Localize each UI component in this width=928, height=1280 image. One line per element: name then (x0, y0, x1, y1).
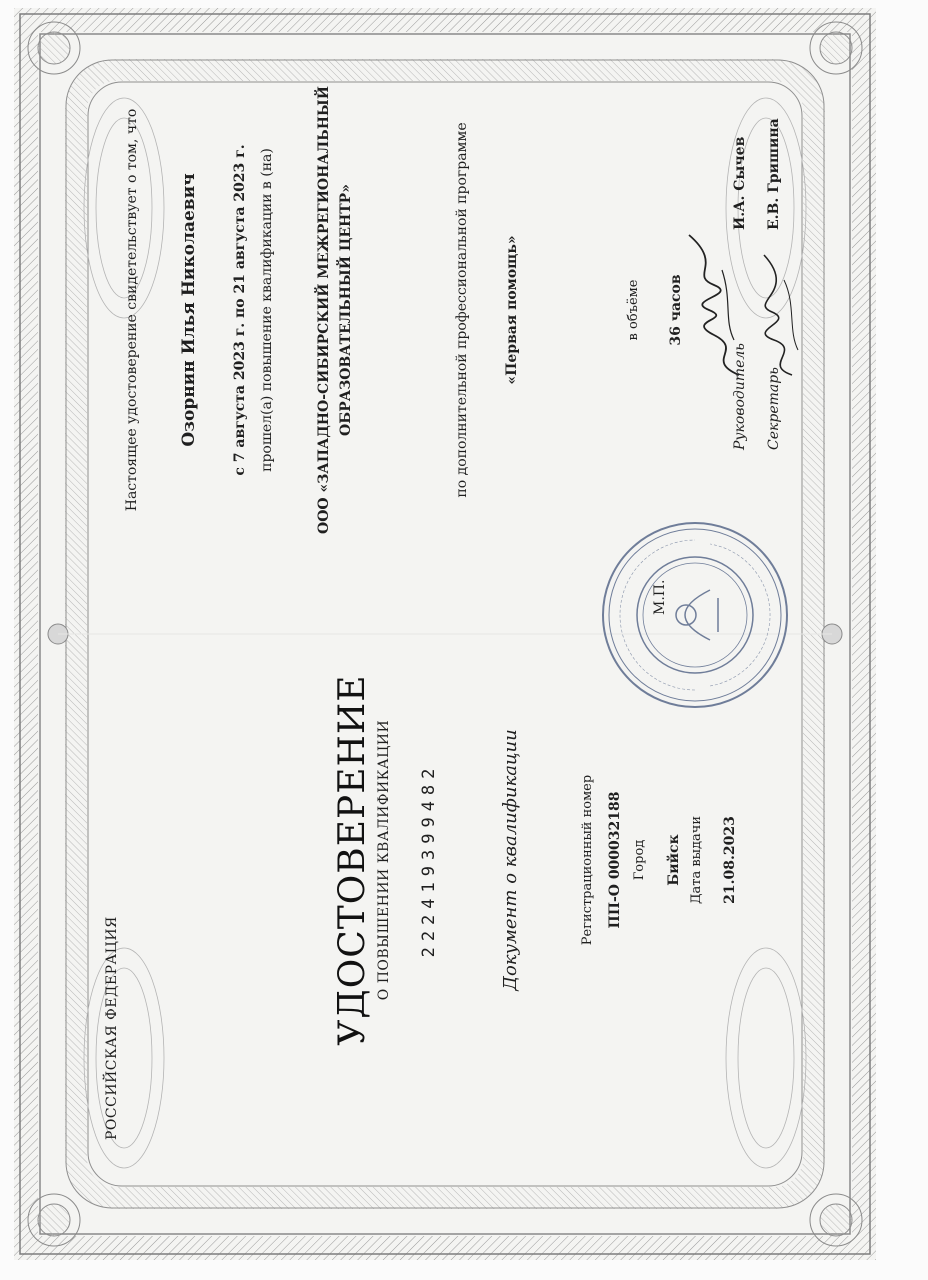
intro-text: Настоящее удостоверение свидетельствует о том, что (124, 108, 140, 512)
passed-text: прошел(а) повышение квалификации в (на) (259, 148, 275, 472)
organization-seal (600, 520, 790, 710)
certificate (14, 8, 876, 1260)
holder-name: Озорнин Илья Николаевич (179, 173, 199, 447)
stamp-label: М.П. (652, 579, 668, 615)
head-name: И.А. Сычев (732, 136, 748, 230)
secretary-name: Е.В. Гришина (766, 118, 782, 230)
organization-line-2: ОБРАЗОВАТЕЛЬНЫЙ ЦЕНТР» (338, 184, 354, 436)
certificate-title: УДОСТОВЕРЕНИЕ (332, 674, 373, 1046)
program-intro: по дополнительной профессиональной программе (454, 122, 470, 498)
city-label: Город (632, 839, 647, 881)
head-signature (684, 230, 754, 380)
registration-label: Регистрационный номер (580, 774, 595, 946)
country-label: РОССИЙСКАЯ ФЕДЕРАЦИЯ (104, 916, 120, 1140)
secretary-label: Секретарь (766, 367, 782, 450)
certificate-content (14, 8, 876, 1260)
head-label: Руководитель (732, 343, 748, 450)
issue-date-label: Дата выдачи (689, 815, 704, 905)
volume-label: в объёме (626, 279, 641, 341)
issue-date: 21.08.2023 (722, 816, 738, 904)
certificate-subtitle: О ПОВЫШЕНИИ КВАЛИФИКАЦИИ (376, 719, 392, 1001)
organization-line-1: ООО «ЗАПАДНО-СИБИРСКИЙ МЕЖРЕГИОНАЛЬНЫЙ (316, 86, 332, 534)
city-value: Бийск (666, 834, 682, 886)
volume-value: 36 часов (668, 274, 684, 346)
program-name: «Первая помощь» (504, 235, 520, 385)
secretary-signature (752, 250, 808, 380)
certificate-number: 222419399482 (419, 762, 439, 958)
training-period: с 7 августа 2023 г. по 21 августа 2023 г. (232, 144, 248, 476)
document-type: Документ о квалификации (500, 729, 521, 991)
registration-number: ПП-О 000032188 (607, 791, 623, 929)
